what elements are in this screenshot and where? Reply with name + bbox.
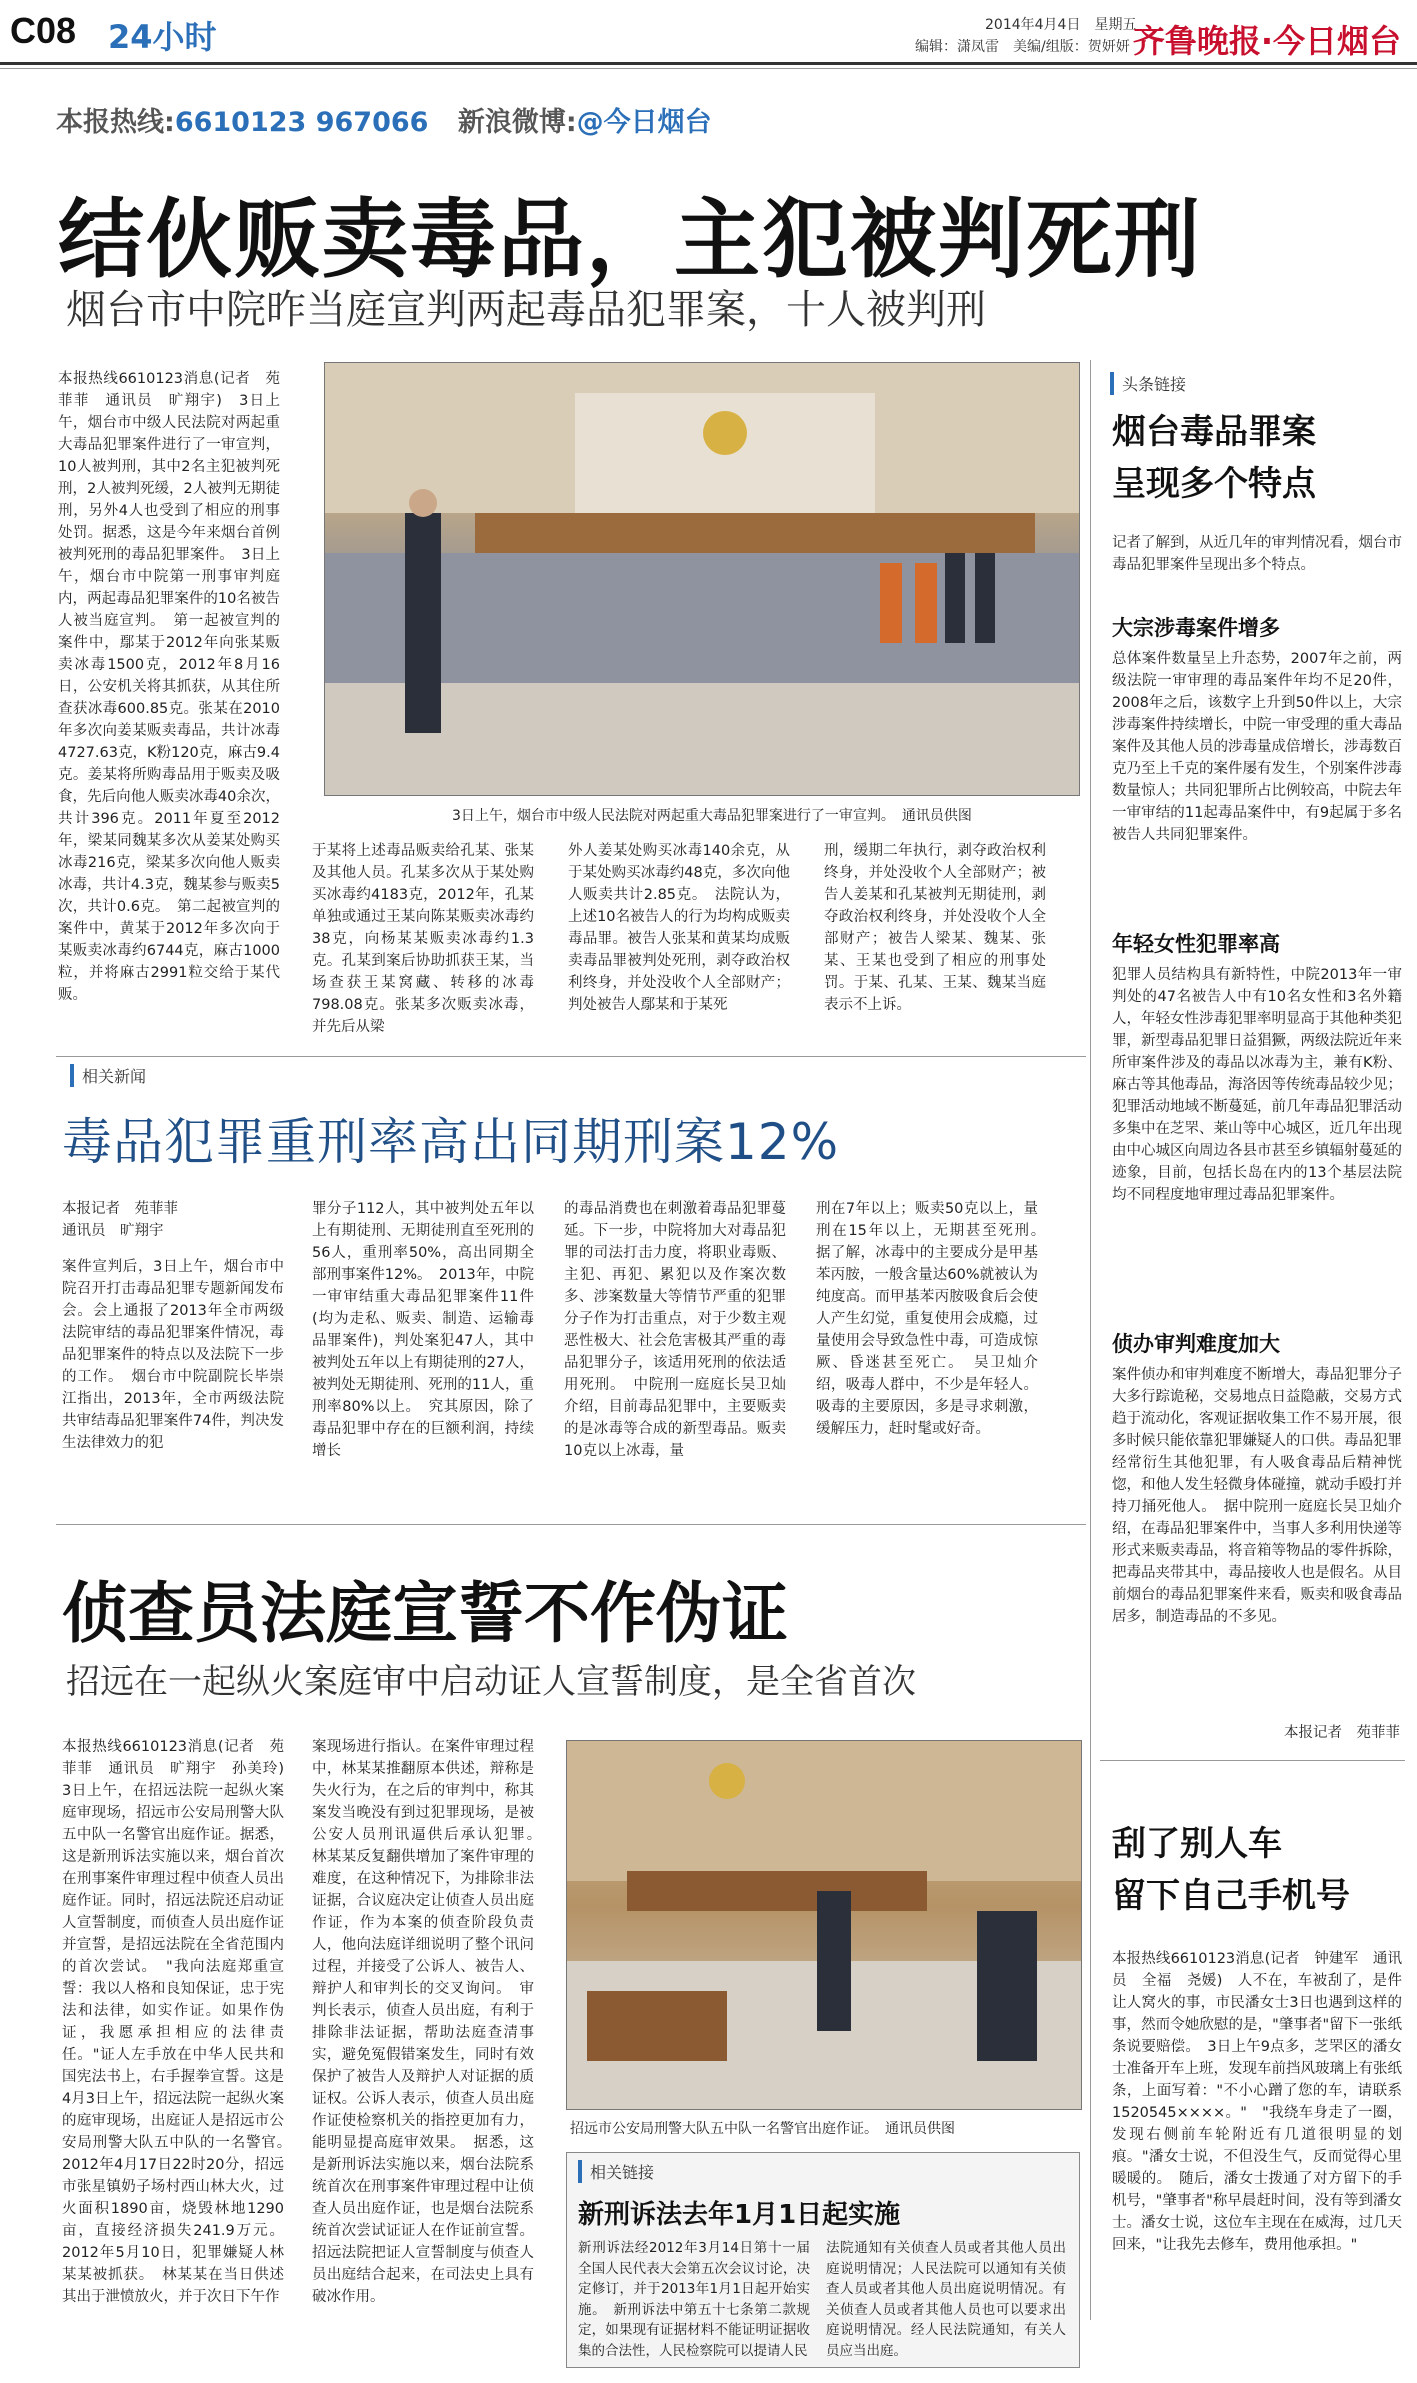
sidebar-text-2: 犯罪人员结构具有新特性，中院2013年一审判处的47名被告人中有10名女性和3名外籍人，年轻女性涉毒犯罪率明显高于其他种类犯罪，新型毒品犯罪日益猖獗，两级法院近年来所审案件涉及的毒品以冰毒为主，兼有K粉、麻古等其他毒品，海洛因等传统毒品较少见；犯罪活动地域不断蔓延，前几年毒品犯罪活动多集中在芝罘、莱山等中心城区，近几年出现由中心城区向周边各县市甚至乡镇辐射蔓延的迹象，目前，包括长岛在内的13个基层法院均不同程度地审理过毒品犯罪案件。	[1112, 967, 1402, 1203]
related-col-3: 的毒品消费也在刺激着毒品犯罪蔓延。下一步，中院将加大对毒品犯罪的司法打击力度，将职业毒贩、主犯、再犯、累犯以及作案次数多、涉案数量大等情节严重的犯罪分子作为打击重点，对于少数主观恶性极大、社会危害极其严重的毒品犯罪分子，该适用死刑的依法适用死刑。 中院刑一庭庭长吴卫灿介绍，目前毒品犯罪中，主要贩卖的是冰毒等合成的新型毒品。贩卖10克以上冰毒，量	[564, 1201, 786, 1459]
testimony-photo	[566, 1740, 1082, 2110]
third-col-1: 本报热线6610123消息(记者 苑菲菲 通讯员 旷翔宇 孙美玲) 3日上午，在招远法院一起纵火案庭审现场，招远市公安局刑警大队五中队一名警官出庭作证。据悉，这是新刑诉法实施以来，烟台首次在刑事案件审理过程中侦查人员出庭作证。同时，招远法院还启动证人宣誓制度，而侦查人员出庭作证并宣誓，是招远法院在全省范围内的首次尝试。 "我向法庭郑重宣誓：我以人格和良知保证，忠于宪法和法律，如实作证。如果作伪证，我愿承担相应的法律责任。"证人左手放在中华人民共和国宪法书上，右手握拳宣誓。这是4月3日上午，招远法院一起纵火案的庭审现场，出庭证人是招远市公安局刑警大队五中队的一名警官。 2012年4月17日22时20分，招远市张星镇奶子场村西山林大火，过火面积1890亩，烧毁林地1290亩，直接经济损失241.9万元。2012年5月10日，犯罪嫌疑人林某某被抓获。 林某某在当日供述其出于泄愤放火，并于次日下午作	[62, 1739, 299, 2305]
sidebar-tag: 头条链接	[1110, 372, 1186, 395]
related-col-2: 罪分子112人，其中被判处五年以上有期徒刑、无期徒刑直至死刑的56人，重刑率50%，高出同期全部刑事案件12%。 2013年，中院一审审结重大毒品犯罪案件11件(均为走私、贩卖、制造、运输毒品罪案件)，判处案犯47人，其中被判处五年以上有期徒刑的27人，被判处无期徒刑、死刑的11人，重刑率80%以上。 究其原因，除了毒品犯罪中存在的巨额利润，持续增长	[312, 1201, 534, 1459]
related-col-4: 刑在7年以上；贩卖50克以上，量刑在15年以上，无期甚至死刑。 据了解，冰毒中的主要成分是甲基苯丙胺，一般含量达60%就被认为纯度高。而甲基苯丙胺吸食后会使人产生幻觉，重复使用会成瘾，过量使用会导致急性中毒，可造成惊厥、昏迷甚至死亡。 吴卫灿介绍，吸毒人群中，不少是年轻人。吸毒的主要原因，多是寻求刺激，缓解压力，赶时髦或好奇。	[816, 1201, 1053, 1437]
link-box-col-2: 法院通知有关侦查人员或者其他人员出庭说明情况；人民法院可以通知有关侦查人员或者其他人员出庭说明情况。有关侦查人员或者其他人员也可以要求出庭说明情况。经人民法院通知，有关人员应当出庭。	[826, 2240, 1066, 2359]
sidebar-rule	[1100, 1760, 1405, 1761]
brief-title-2: 留下自己手机号	[1112, 1876, 1350, 1916]
third-headline: 侦查员法庭宣誓不作伪证	[62, 1575, 788, 1652]
related-col-1: 案件宣判后，3日上午，烟台市中院召开打击毒品犯罪专题新闻发布会。会上通报了2013年全市两级法院审结的毒品犯罪案件情况，毒品犯罪案件的特点以及法院下一步的工作。 烟台市中院副院长毕崇江指出，2013年，全市两级法院共审结毒品犯罪案件74件，判决发生法律效力的犯	[62, 1259, 284, 1451]
top-rule	[0, 62, 1417, 65]
hotline-bar	[56, 100, 712, 139]
lead-photo-caption: 3日上午，烟台市中级人民法院对两起重大毒品犯罪案进行了一审宣判。 通讯员供图	[452, 808, 972, 824]
sidebar-title-1: 烟台毒品罪案	[1112, 412, 1316, 452]
hotline-label: 本报热线:	[56, 107, 175, 138]
sidebar-intro: 记者了解到，从近几年的审判情况看，烟台市毒品犯罪案件呈现出多个特点。	[1112, 535, 1402, 573]
brand-logo: 齐鲁晚报·今日烟台	[1132, 22, 1401, 60]
third-photo-caption: 招远市公安局刑警大队五中队一名警官出庭作证。 通讯员供图	[570, 2121, 955, 2137]
sidebar-subtitle-1: 大宗涉毒案件增多	[1112, 616, 1280, 640]
brief-text: 本报热线6610123消息(记者 钟建军 通讯员 全福 尧媛) 人不在，车被刮了，是件让人窝火的事，市民潘女士3日也遇到这样的事，然而令她欣慰的是，"肇事者"留下一张纸条说要赔偿。 3日上午9点多，芝罘区的潘女士准备开车上班，发现车前挡风玻璃上有张纸条，上面写着："不小心蹭了您的车，请联系1520545××××。" "我绕车身走了一圈，发现右侧前车轮附近有几道很明显的划痕。"潘女士说，不但没生气，反而觉得心里暖暖的。 随后，潘女士拨通了对方留下的手机号，"肇事者"称早晨赶时间，没有等到潘女士。潘女士说，这位车主现在在威海，过几天回来，"让我先去修车，费用他承担。"	[1112, 1951, 1402, 2253]
sidebar-title-2: 呈现多个特点	[1112, 464, 1316, 504]
courtroom-photo	[324, 362, 1080, 796]
date-line: 2014年4月4日 星期五	[985, 17, 1137, 33]
hotline-numbers: 6610123 967066	[174, 107, 429, 138]
link-box-tag: 相关链接	[578, 2160, 654, 2183]
third-rule	[56, 1524, 1086, 1525]
sidebar-subtitle-3: 侦办审判难度加大	[1112, 1332, 1280, 1356]
link-box-title: 新刑诉法去年1月1日起实施	[578, 2200, 901, 2230]
sidebar-text-1: 总体案件数量呈上升态势，2007年之前，两级法院一审审理的毒品案件年均不足20件，2008年之后，该数字上升到50件以上，大宗涉毒案件持续增长，中院一审受理的重大毒品案件及其他人员的涉毒量成倍增长，涉毒数百克乃至上千克的案件屡有发生，个别案件涉毒数量惊人；共同犯罪所占比例较高，中院去年一审审结的11起毒品案件中，有9起属于多名被告人共同犯罪案件。	[1112, 651, 1402, 843]
page-code: C08	[10, 10, 77, 51]
third-subhead: 招远在一起纵火案庭审中启动证人宣誓制度，是全省首次	[66, 1662, 916, 1702]
lead-col-1: 本报热线6610123消息(记者 苑菲菲 通讯员 旷翔宇) 3日上午，烟台市中级人民法院对两起重大毒品犯罪案件进行了一审宣判，10人被判刑，其中2名主犯被判死刑，2人被判死缓，2人被判无期徒刑，另外4人也受到了相应的刑事处罚。据悉，这是今年来烟台首例被判死刑的毒品犯罪案件。 3日上午，烟台市中院第一刑事审判庭内，两起毒品犯罪案件的10名被告人被当庭宣判。 第一起被宣判的案件中，鄢某于2012年向张某贩卖冰毒1500克，2012年8月16日，公安机关将其抓获，从其住所查获冰毒600.85克。张某在2010年多次向姜某贩卖毒品，共计冰毒4727.63克，K粉120克，麻古9.4克。姜某将所购毒品用于贩卖及吸食，先后向他人贩卖冰毒40余次，共计396克。2011年夏至2012年，梁某同魏某多次从姜某处购买冰毒216克，梁某多次向他人贩卖冰毒，共计4.3克，魏某参与贩卖5次，共计0.6克。 第二起被宣判的案件中，黄某于2012年多次向于某贩卖冰毒约6744克，麻古1000粒，并将麻古2991粒交给于某代贩。	[58, 371, 280, 1003]
related-headline: 毒品犯罪重刑率高出同期刑案12%	[62, 1113, 840, 1171]
weibo-label: 新浪微博:	[457, 107, 577, 138]
courtroom-photo-drawing	[325, 363, 1079, 795]
top-rule-thin	[0, 68, 1417, 69]
section-title: 24小时	[108, 18, 217, 56]
related-byline: 本报记者 苑菲菲 通讯员 旷翔宇	[62, 1201, 178, 1239]
sidebar-byline: 本报记者 苑菲菲	[1284, 1725, 1400, 1741]
lead-col-3: 外人姜某处购买冰毒140余克，从于某处购买冰毒约48克，多次向他人贩卖共计2.85克。 法院认为，上述10名被告人的行为均构成贩卖毒品罪。被告人张某和黄某均成贩卖毒品罪被判处死刑，剥夺政治权利终身，并处没收个人全部财产；判处被告人鄢某和于某死	[568, 843, 790, 1013]
sidebar-subtitle-2: 年轻女性犯罪率高	[1112, 932, 1280, 956]
related-rule	[56, 1056, 1086, 1057]
sidebar-text-3: 案件侦办和审判难度不断增大，毒品犯罪分子大多行踪诡秘，交易地点日益隐蔽，交易方式趋于流动化，客观证据收集工作不易开展，很多时候只能依靠犯罪嫌疑人的口供。毒品犯罪经常衍生其他犯罪，有人吸食毒品后精神恍惚，和他人发生轻微身体碰撞，就动手殴打并持刀捅死他人。 据中院刑一庭庭长吴卫灿介绍，在毒品犯罪案件中，当事人多利用快递等形式来贩卖毒品，将音箱等物品的零件拆除，把毒品夹带其中，毒品接收人也是假名。从目前烟台的毒品犯罪案件来看，贩卖和吸食毒品居多，制造毒品的不多见。	[1112, 1367, 1402, 1625]
related-tag: 相关新闻	[70, 1064, 146, 1087]
editors-line: 编辑：潇凤雷 美编/组版：贺妍妍	[915, 39, 1130, 55]
weibo-handle: @今日烟台	[576, 107, 712, 138]
third-col-2: 案现场进行指认。在案件审理过程中，林某某推翻原本供述，辩称是失火行为，在之后的审判中，称其案发当晚没有到过犯罪现场，是被公安人员刑讯逼供后承认犯罪。 林某某反复翻供增加了案件审理的难度，在这种情况下，为排除非法证据，合议庭决定让侦查人员出庭作证，作为本案的侦查阶段负责人，他向法庭详细说明了整个讯问过程，并接受了公诉人、被告人、辩护人和审判长的交叉询问。 审判长表示，侦查人员出庭，有利于排除非法证据，帮助法庭查清事实，避免冤假错案发生，同时有效保护了被告人及辩护人对证据的质证权。公诉人表示，侦查人员出庭作证使检察机关的指控更加有力，能明显提高庭审效果。 据悉，这是新刑诉法实施以来，烟台法院系统首次在刑事案件审理过程中让侦查人员出庭作证，也是烟台法院系统首次尝试证证人在作证前宣誓。招远法院把证人宣誓制度与侦查人员出庭结合起来，在司法史上具有破冰作用。	[312, 1739, 549, 2305]
lead-col-2: 于某将上述毒品贩卖给孔某、张某及其他人员。孔某多次从于某处购买冰毒约4183克，2012年，孔某单独或通过王某向陈某贩卖冰毒约38克，向杨某某贩卖冰毒约1.3克。孔某到案后协助抓获王某，当场查获王某窝藏、转移的冰毒798.08克。张某多次贩卖冰毒，并先后从梁	[312, 843, 534, 1035]
lead-headline: 结伙贩卖毒品，主犯被判死刑	[58, 190, 1202, 290]
column-divider	[1090, 360, 1091, 2320]
lead-subhead: 烟台市中院昨当庭宣判两起毒品犯罪案，十人被判刑	[66, 287, 986, 333]
brief-title-1: 刮了别人车	[1112, 1824, 1282, 1864]
link-box-col-1: 新刑诉法经2012年3月14日第十一届全国人民代表大会第五次会议讨论，决定修订，并于2013年1月1日起开始实施。 新刑诉法中第五十七条第二款规定，如果现有证据材料不能证明证据收集的合法性，人民检察院可以提请人民	[578, 2240, 810, 2359]
testimony-photo-drawing	[567, 1741, 1081, 2109]
lead-col-4: 刑，缓期二年执行，剥夺政治权利终身，并处没收个人全部财产；被告人姜某和孔某被判无期徒刑，剥夺政治权利终身，并处没收个人全部财产；被告人梁某、魏某、张某、王某也受到了相应的刑事处罚。于某、孔某、王某、魏某当庭表示不上诉。	[824, 843, 1046, 1013]
